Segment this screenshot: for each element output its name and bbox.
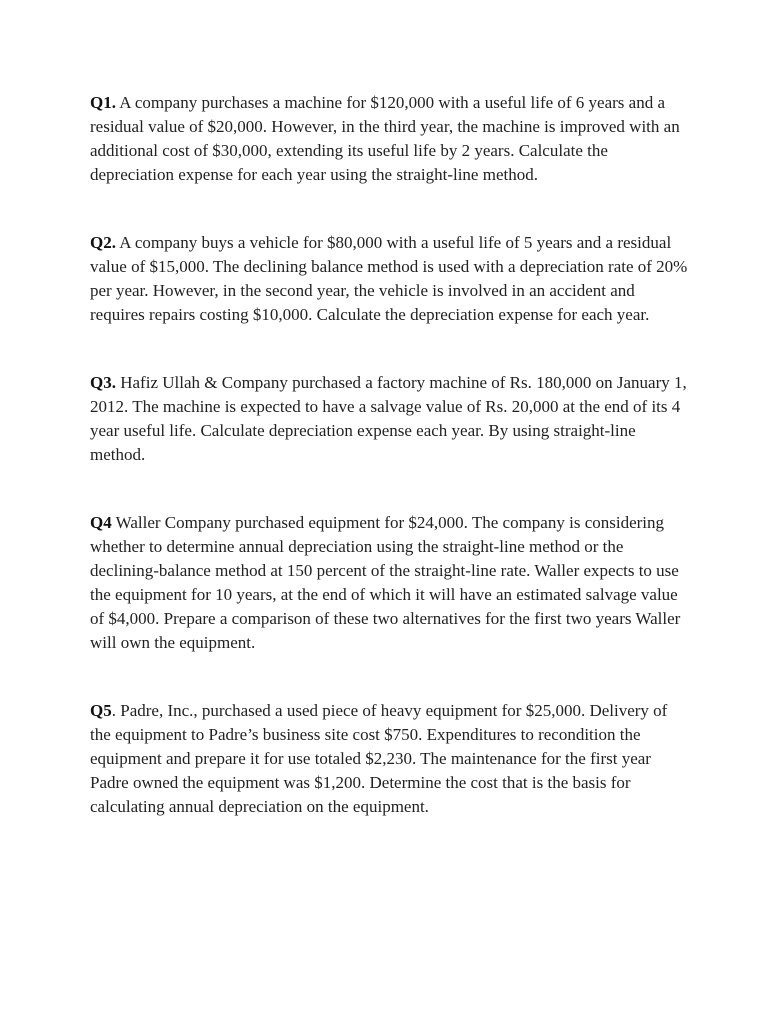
- question-5: [90, 699, 688, 819]
- question-text: A company purchases a machine for $120,000 with a useful life of 6 years and a residual value of $20,000. However, in the third year, the machine is improved with an additional cost of $30,000, extending its useful life by 2 years. Calculate the depreciation expense for each year using the straight-line method.: [90, 93, 680, 184]
- question-1: [90, 91, 688, 187]
- question-text: . Padre, Inc., purchased a used piece of heavy equipment for $25,000. Delivery of the equipment to Padre’s business site cost $750. Expenditures to recondition the equipment and prepare it for use totaled $2,230. The maintenance for the first year Padre owned the equipment was $1,200. Determine the cost that is the basis for calculating annual depreciation on the equipment.: [90, 701, 668, 816]
- question-2: [90, 231, 688, 327]
- document-body: [90, 91, 688, 863]
- question-4: [90, 511, 688, 655]
- question-label: Q3.: [90, 373, 116, 392]
- question-3: [90, 371, 688, 467]
- question-label: Q1.: [90, 93, 116, 112]
- question-text: Hafiz Ullah & Company purchased a factory machine of Rs. 180,000 on January 1, 2012. The machine is expected to have a salvage value of Rs. 20,000 at the end of its 4 year useful life. Calculate depreciation expense each year. By using straight-line method.: [90, 373, 687, 464]
- question-text: A company buys a vehicle for $80,000 with a useful life of 5 years and a residual value of $15,000. The declining balance method is used with a depreciation rate of 20% per year. However, in the second year, the vehicle is involved in an accident and requires repairs costing $10,000. Calculate the depreciation expense for each year.: [90, 233, 688, 324]
- question-label: Q2.: [90, 233, 116, 252]
- question-label: Q4: [90, 513, 112, 532]
- question-text: Waller Company purchased equipment for $24,000. The company is considering whether to determine annual depreciation using the straight-line method or the declining-balance method at 150 percent of the straight-line rate. Waller expects to use the equipment for 10 years, at the end of which it will have an estimated salvage value of $4,000. Prepare a comparison of these two alternatives for the first two years Waller will own the equipment.: [90, 513, 681, 652]
- question-label: Q5: [90, 701, 112, 720]
